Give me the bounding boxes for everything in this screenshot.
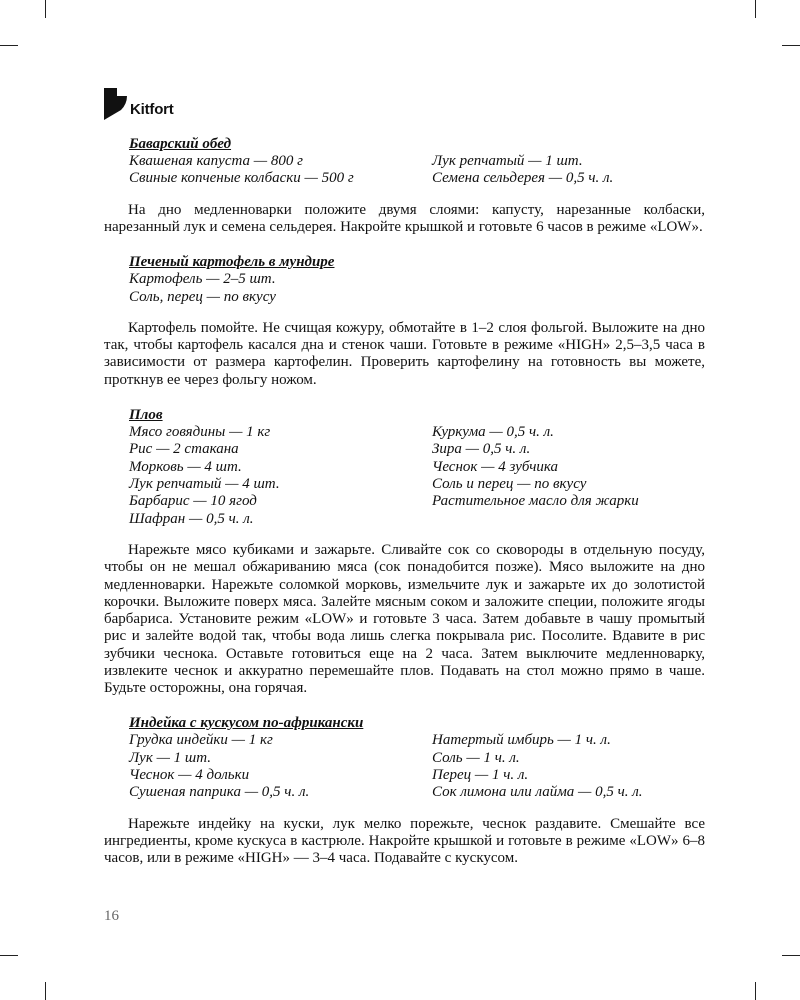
ingredients-right-column	[432, 732, 705, 802]
recipe-baked-potato	[104, 254, 705, 389]
crop-mark	[0, 45, 18, 46]
ingredient: Зира — 0,5 ч. л.	[432, 441, 531, 458]
ingredients-list	[129, 153, 705, 188]
ingredient: Растительное масло для жарки	[432, 493, 639, 510]
ingredient: Картофель — 2–5 шт.	[129, 271, 276, 288]
recipe-instructions: На дно медленноварки положите двумя слоями: капусту, нарезанные колбаски, нарезанный лук и семена сельдерея. Накройте крышкой и готовьте 6 часов в режиме «LOW».	[104, 201, 705, 236]
brand-name: Kitfort	[130, 101, 174, 118]
ingredient: Шафран — 0,5 ч. л.	[129, 510, 254, 527]
ingredients-right-column	[432, 153, 705, 188]
kitfort-logo	[104, 86, 174, 120]
ingredient: Мясо говядины — 1 кг	[129, 423, 271, 440]
kitfort-logo-icon	[104, 86, 132, 120]
recipe-instructions: Картофель помойте. Не счищая кожуру, обмотайте в 1–2 слоя фольгой. Выложите на дно так, чтобы картофель касался дна и стенок чаши. Готовьте в режиме «HIGH» 2,5–3,5 часа в зависимости от размера картофелин. Проверить картофелину на готовность вы можете, проткнув ее через фольгу ножом.	[104, 320, 705, 388]
recipe-instructions: Нарежьте мясо кубиками и зажарьте. Сливайте сок со сковороды в отдельную посуду, чтобы он не мешал обжариванию мяса (сок понадобится позже). Мясо выложите на дно медленноварки. Нарежьте соломкой морковь, измельчите лук и зажарьте их до золотистой корочки. Выложите поверх мяса. Залейте мясным соком и заложите специи, положите ягоды барбариса. Установите режим «LOW» и готовьте 3 часа. Затем добавьте в чашу промытый рис и залейте водой так, чтобы вода лишь слегка покрывала рис. Посолите. Вдавите в рис зубчики чеснока. Оставьте готовиться еще на 2 часа. Затем выключите медленноварку, извлеките чеснок и аккуратно перемешайте плов. Подавать на стол можно прямо в чаше. Будьте осторожны, она горячая.	[104, 542, 705, 696]
ingredient: Свиные копченые колбаски — 500 г	[129, 170, 354, 187]
ingredient: Квашеная капуста — 800 г	[129, 153, 303, 169]
ingredient: Морковь — 4 шт.	[129, 458, 242, 475]
crop-mark	[782, 955, 800, 956]
ingredient: Барбарис — 10 ягод	[129, 493, 257, 510]
ingredient: Соль, перец — по вкусу	[129, 288, 276, 305]
ingredient: Чеснок — 4 дольки	[129, 766, 250, 783]
ingredient: Куркума — 0,5 ч. л.	[432, 423, 554, 440]
ingredient: Семена сельдерея — 0,5 ч. л.	[432, 170, 614, 187]
ingredient: Сушеная паприка — 0,5 ч. л.	[129, 784, 310, 801]
ingredients-left-column	[129, 153, 432, 188]
ingredient: Сок лимона или лайма — 0,5 ч. л.	[432, 784, 643, 801]
ingredients-list	[129, 271, 705, 306]
ingredient: Рис — 2 стакана	[129, 441, 239, 458]
crop-mark	[0, 955, 18, 956]
ingredient: Грудка индейки — 1 кг	[129, 732, 273, 749]
recipes-content	[104, 136, 705, 867]
ingredient: Лук репчатый — 1 шт.	[432, 153, 583, 169]
crop-mark	[755, 0, 756, 18]
ingredient: Натертый имбирь — 1 ч. л.	[432, 732, 611, 749]
ingredient: Соль и перец — по вкусу	[432, 476, 587, 493]
recipe-title: Индейка с кускусом по-африкански	[129, 715, 364, 732]
ingredient: Лук репчатый — 4 шт.	[129, 476, 280, 493]
recipe-title: Печеный картофель в мундире	[129, 254, 335, 271]
recipe-african-turkey	[104, 715, 705, 867]
recipe-plov	[104, 406, 705, 697]
ingredients-left-column	[129, 424, 432, 528]
crop-mark	[755, 982, 756, 1000]
crop-mark	[782, 45, 800, 46]
crop-mark	[45, 982, 46, 1000]
recipe-title: Плов	[129, 406, 163, 423]
ingredients-list	[129, 424, 705, 528]
recipe-bavarian-lunch	[104, 136, 705, 236]
crop-mark	[45, 0, 46, 18]
recipe-instructions: Нарежьте индейку на куски, лук мелко порежьте, чеснок раздавите. Смешайте все ингредиенты, кроме кускуса в кастрюле. Накройте крышкой и готовьте в режиме «LOW» 6–8 часов, или в режиме «HIGH» — 3–4 часа. Подавайте с кускусом.	[104, 815, 705, 867]
ingredient: Лук — 1 шт.	[129, 749, 212, 766]
ingredient: Чеснок — 4 зубчика	[432, 458, 559, 475]
ingredients-left-column	[129, 732, 432, 802]
page-number: 16	[104, 908, 119, 924]
ingredients-right-column	[432, 424, 705, 528]
recipe-title: Баварский обед	[129, 136, 232, 152]
ingredient: Соль — 1 ч. л.	[432, 749, 520, 766]
ingredients-list	[129, 732, 705, 802]
ingredient: Перец — 1 ч. л.	[432, 766, 529, 783]
